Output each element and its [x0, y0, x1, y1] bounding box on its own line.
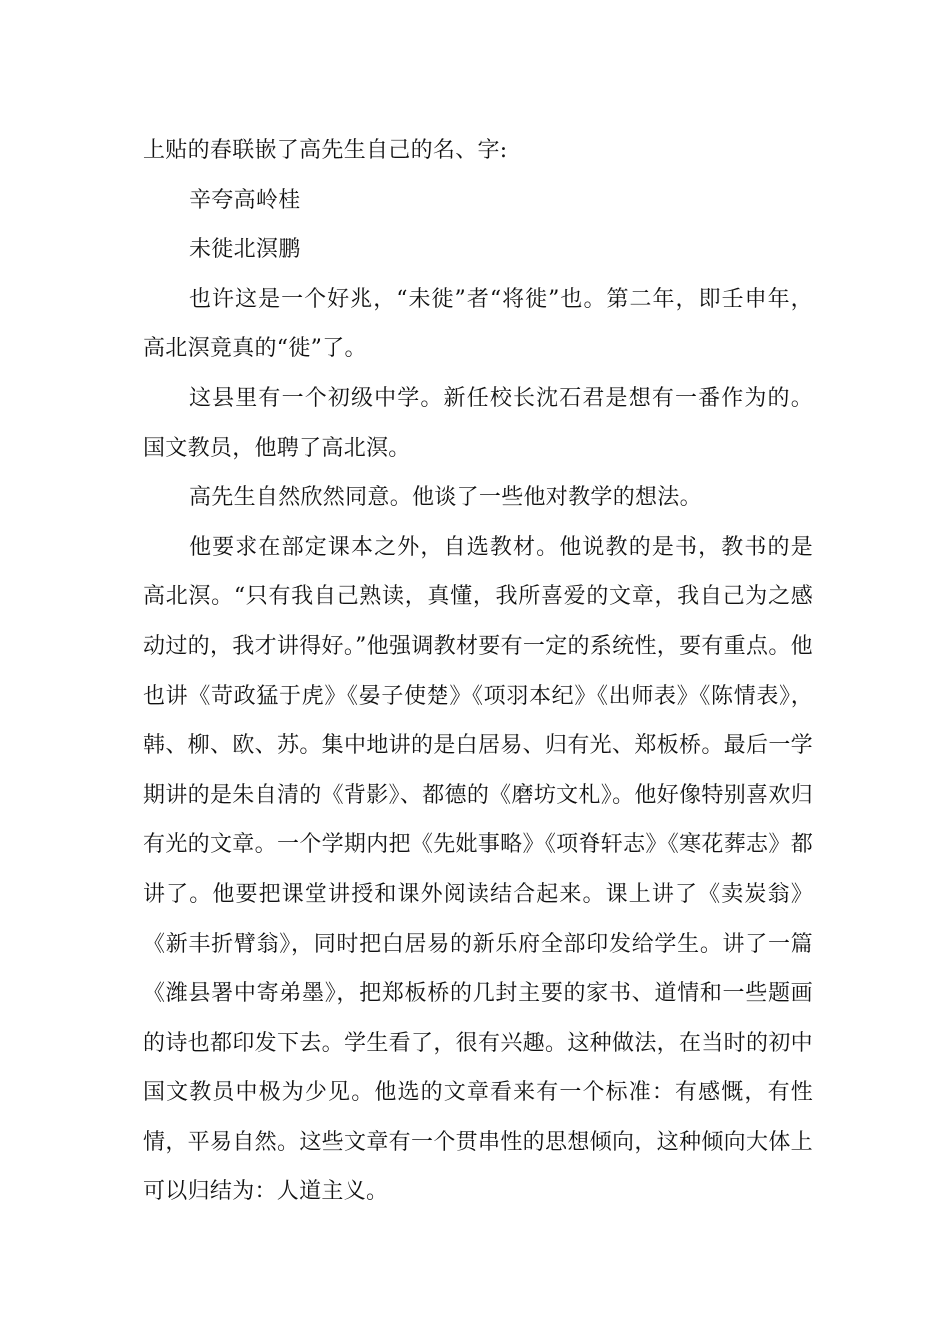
document-body [143, 126, 813, 1217]
paragraph: 这县里有一个初级中学。新任校长沈石君是想有一番作为的。国文教员，他聘了高北溟。 [143, 385, 813, 461]
paragraph-continuation: 上贴的春联嵌了高先生自己的名、字: [143, 138, 508, 163]
paragraph: 高先生自然欣然同意。他谈了一些他对教学的想法。 [189, 485, 702, 511]
paragraph: 他要求在部定课本之外，自选教材。他说教的是书，教书的是高北溟。“只有我自己熟读，真懂，我所喜爱的文章，我自己为之感动过的，我才讲得好。”他强调教材要有一定的系统性，要有重点。他也讲《苛政猛于虎》《晏子使楚》《项羽本纪》《出师表》《陈情表》，韩、柳、欧、苏。集中地讲的是白居易、归有光、郑板桥。最后一学期讲的是朱自清的《背影》、都德的《磨坊文札》。他好像特别喜欢归有光的文章。一个学期内把《先妣事略》《项脊轩志》《寒花葬志》都讲了。他要把课堂讲授和课外阅读结合起来。课上讲了《卖炭翁》《新丰折臂翁》，同时把白居易的新乐府全部印发给学生。讲了一篇《潍县署中寄弟墨》，把郑板桥的几封主要的家书、道情和一些题画的诗也都印发下去。学生看了，很有兴趣。这种做法，在当时的初中国文教员中极为少见。他选的文章看来有一个标准：有感慨，有性情，平易自然。这些文章有一个贯串性的思想倾向，这种倾向大体上可以归结为：人道主义。 [143, 534, 813, 1205]
couplet-line-1: 辛夸高岭桂 [189, 187, 301, 213]
paragraph: 也许这是一个好兆，“未徙”者“将徙”也。第二年，即壬申年，高北溟竟真的“徙”了。 [143, 286, 813, 362]
couplet-line-2: 未徙北溟鹏 [189, 237, 301, 263]
